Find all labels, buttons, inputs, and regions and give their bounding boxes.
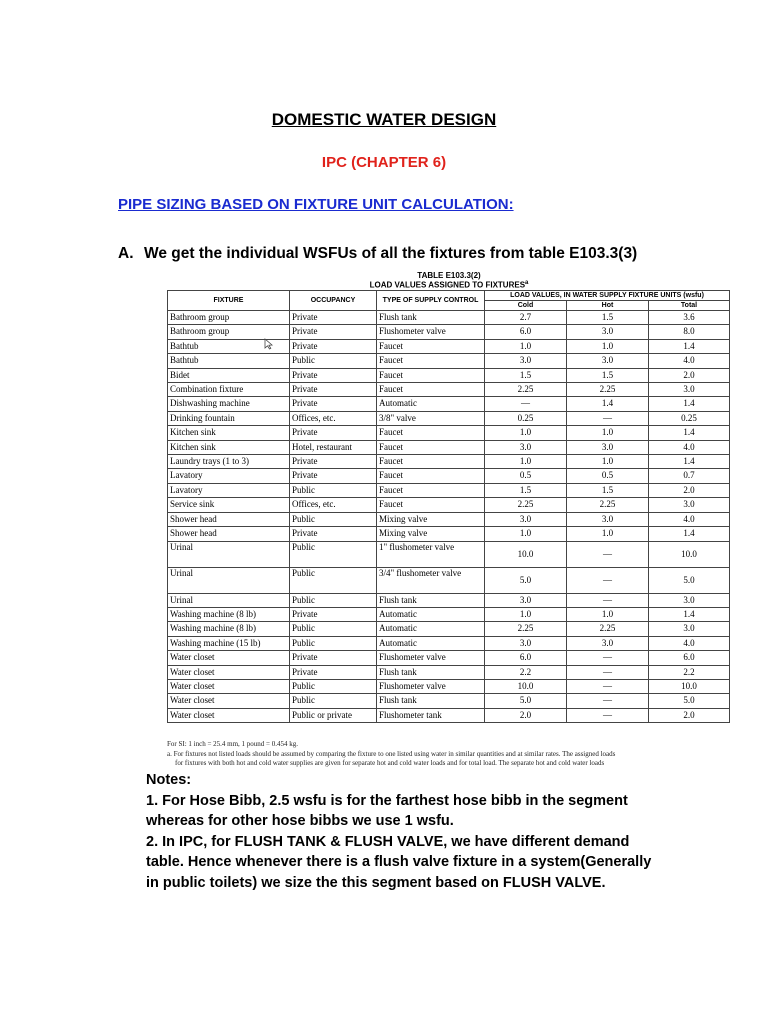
control-cell: Flush tank — [377, 694, 485, 708]
hot-wsfu-cell: 1.0 — [567, 607, 649, 621]
cold-wsfu-cell: 5.0 — [485, 694, 567, 708]
total-wsfu-cell: 0.7 — [649, 469, 730, 483]
occupancy-cell: Private — [290, 426, 377, 440]
chapter-subtitle: IPC (CHAPTER 6) — [321, 154, 447, 171]
occupancy-cell: Public — [290, 354, 377, 368]
table-row — [168, 397, 730, 411]
total-wsfu-cell: 3.0 — [649, 498, 730, 512]
hot-wsfu-cell: 1.4 — [567, 397, 649, 411]
occupancy-cell: Private — [290, 527, 377, 541]
total-wsfu-cell: 3.0 — [649, 593, 730, 607]
occupancy-cell: Public — [290, 512, 377, 526]
control-cell: Flushometer valve — [377, 679, 485, 693]
step-text: We get the individual WSFUs of all the fixtures from table E103.3(3) — [144, 245, 638, 262]
cold-wsfu-cell: 1.0 — [485, 426, 567, 440]
control-cell: Faucet — [377, 498, 485, 512]
total-wsfu-cell: 1.4 — [649, 527, 730, 541]
total-wsfu-cell: 6.0 — [649, 651, 730, 665]
total-wsfu-cell: 1.4 — [649, 455, 730, 469]
table-row — [168, 567, 730, 593]
occupancy-cell: Public — [290, 694, 377, 708]
fixture-cell: Urinal — [168, 593, 290, 607]
control-cell: Automatic — [377, 607, 485, 621]
control-cell: Faucet — [377, 483, 485, 497]
control-cell: Automatic — [377, 636, 485, 650]
table-row — [168, 483, 730, 497]
cold-wsfu-cell: 2.25 — [485, 622, 567, 636]
fixture-cell: Washing machine (15 lb) — [168, 636, 290, 650]
table-row — [168, 440, 730, 454]
total-wsfu-cell: 5.0 — [649, 694, 730, 708]
page-title: DOMESTIC WATER DESIGN — [271, 110, 497, 129]
total-wsfu-cell: 1.4 — [649, 339, 730, 353]
hot-wsfu-cell: 3.0 — [567, 325, 649, 339]
control-cell: Mixing valve — [377, 527, 485, 541]
table-caption-title — [168, 280, 730, 290]
cold-wsfu-cell: — — [485, 397, 567, 411]
total-wsfu-cell: 4.0 — [649, 440, 730, 454]
control-cell: Automatic — [377, 622, 485, 636]
cold-wsfu-cell: 3.0 — [485, 440, 567, 454]
cold-wsfu-cell: 0.5 — [485, 469, 567, 483]
occupancy-cell: Private — [290, 383, 377, 397]
total-wsfu-cell: 10.0 — [649, 541, 730, 567]
total-wsfu-cell: 2.0 — [649, 483, 730, 497]
cold-wsfu-cell: 10.0 — [485, 541, 567, 567]
table-row — [168, 622, 730, 636]
control-cell: 1" flushometer valve — [377, 541, 485, 567]
control-cell: Faucet — [377, 354, 485, 368]
header-fixture: FIXTURE — [168, 291, 290, 311]
table-row — [168, 651, 730, 665]
cold-wsfu-cell: 2.7 — [485, 311, 567, 325]
cold-wsfu-cell: 2.25 — [485, 498, 567, 512]
fixture-cell: Water closet — [168, 694, 290, 708]
cold-wsfu-cell: 1.0 — [485, 607, 567, 621]
fixture-cell: Bidet — [168, 368, 290, 382]
cold-wsfu-cell: 2.0 — [485, 708, 567, 722]
header-load-values: LOAD VALUES, IN WATER SUPPLY FIXTURE UNITS (wsfu) — [485, 291, 730, 301]
occupancy-cell: Private — [290, 368, 377, 382]
fixture-cell: Water closet — [168, 679, 290, 693]
table-row — [168, 708, 730, 722]
cold-wsfu-cell: 3.0 — [485, 354, 567, 368]
cold-wsfu-cell: 5.0 — [485, 567, 567, 593]
total-wsfu-cell: 0.25 — [649, 411, 730, 425]
occupancy-cell: Private — [290, 455, 377, 469]
occupancy-cell: Offices, etc. — [290, 411, 377, 425]
cold-wsfu-cell: 1.0 — [485, 455, 567, 469]
table-footnote-si: For SI: 1 inch = 25.4 mm, 1 pound = 0.454 kg. — [167, 740, 298, 748]
hot-wsfu-cell: — — [567, 694, 649, 708]
cold-wsfu-cell: 10.0 — [485, 679, 567, 693]
cold-wsfu-cell: 1.0 — [485, 339, 567, 353]
table-row — [168, 607, 730, 621]
fixture-cell: Lavatory — [168, 483, 290, 497]
table-row — [168, 411, 730, 425]
wsfu-load-table — [167, 290, 730, 723]
table-caption-footnote-mark: a — [525, 280, 529, 286]
table-row — [168, 383, 730, 397]
table-row — [168, 636, 730, 650]
table-row — [168, 311, 730, 325]
step-a — [118, 245, 637, 263]
table-footnote-a-cont: for fixtures with both hot and cold water supplies are given for separate hot and cold water loads and for total load. The separate hot and cold water loads — [175, 759, 605, 767]
fixture-cell: Urinal — [168, 541, 290, 567]
fixture-cell: Urinal — [168, 567, 290, 593]
fixture-cell: Bathroom group — [168, 311, 290, 325]
table-row — [168, 512, 730, 526]
total-wsfu-cell: 1.4 — [649, 397, 730, 411]
control-cell: Flushometer valve — [377, 325, 485, 339]
table-row — [168, 325, 730, 339]
occupancy-cell: Hotel, restaurant — [290, 440, 377, 454]
hot-wsfu-cell: — — [567, 541, 649, 567]
table-row — [168, 679, 730, 693]
hot-wsfu-cell: — — [567, 593, 649, 607]
cold-wsfu-cell: 2.2 — [485, 665, 567, 679]
total-wsfu-cell: 5.0 — [649, 567, 730, 593]
control-cell: Faucet — [377, 469, 485, 483]
fixture-cell: Lavatory — [168, 469, 290, 483]
table-row — [168, 339, 730, 353]
occupancy-cell: Public — [290, 483, 377, 497]
occupancy-cell: Public — [290, 636, 377, 650]
hot-wsfu-cell: 3.0 — [567, 440, 649, 454]
occupancy-cell: Private — [290, 607, 377, 621]
control-cell: Automatic — [377, 397, 485, 411]
table-caption-text: LOAD VALUES ASSIGNED TO FIXTURES — [369, 280, 526, 290]
table-row — [168, 469, 730, 483]
cold-wsfu-cell: 1.5 — [485, 368, 567, 382]
table-row — [168, 426, 730, 440]
cold-wsfu-cell: 1.5 — [485, 483, 567, 497]
mouse-pointer-icon — [264, 338, 274, 350]
fixture-cell: Dishwashing machine — [168, 397, 290, 411]
fixture-cell: Laundry trays (1 to 3) — [168, 455, 290, 469]
occupancy-cell: Private — [290, 325, 377, 339]
control-cell: Flushometer valve — [377, 651, 485, 665]
total-wsfu-cell: 3.0 — [649, 622, 730, 636]
header-cold: Cold — [485, 301, 567, 311]
notes-heading: Notes: — [146, 772, 192, 788]
fixture-cell: Shower head — [168, 512, 290, 526]
table-row — [168, 527, 730, 541]
total-wsfu-cell: 3.0 — [649, 383, 730, 397]
fixture-cell: Bathroom group — [168, 325, 290, 339]
fixture-cell: Service sink — [168, 498, 290, 512]
header-supply-control: TYPE OF SUPPLY CONTROL — [377, 291, 485, 311]
hot-wsfu-cell: 3.0 — [567, 512, 649, 526]
occupancy-cell: Private — [290, 469, 377, 483]
control-cell: Mixing valve — [377, 512, 485, 526]
total-wsfu-cell: 3.6 — [649, 311, 730, 325]
fixture-cell: Drinking fountain — [168, 411, 290, 425]
occupancy-cell: Private — [290, 397, 377, 411]
hot-wsfu-cell: 1.0 — [567, 339, 649, 353]
header-occupancy: OCCUPANCY — [290, 291, 377, 311]
occupancy-cell: Public — [290, 567, 377, 593]
hot-wsfu-cell: 1.5 — [567, 483, 649, 497]
section-heading: PIPE SIZING BASED ON FIXTURE UNIT CALCULATION: — [118, 196, 514, 213]
occupancy-cell: Private — [290, 311, 377, 325]
cold-wsfu-cell: 6.0 — [485, 325, 567, 339]
note-item: 1. For Hose Bibb, 2.5 wsfu is for the farthest hose bibb in the segment whereas for other hose bibbs we use 1 wsfu. — [146, 792, 628, 829]
table-row — [168, 354, 730, 368]
hot-wsfu-cell: 1.5 — [567, 368, 649, 382]
occupancy-cell: Private — [290, 651, 377, 665]
occupancy-cell: Public or private — [290, 708, 377, 722]
control-cell: Faucet — [377, 440, 485, 454]
table-row — [168, 593, 730, 607]
table-body — [168, 311, 730, 723]
note-item: 2. In IPC, for FLUSH TANK & FLUSH VALVE, we have different demand table. Hence whenever there is a flush valve fixture in a system(Generally in public toilets) we size the this segment based on FLUSH VALVE. — [146, 833, 652, 891]
control-cell: 3/8" valve — [377, 411, 485, 425]
total-wsfu-cell: 2.0 — [649, 368, 730, 382]
table-row — [168, 368, 730, 382]
control-cell: Faucet — [377, 455, 485, 469]
control-cell: Flushometer tank — [377, 708, 485, 722]
hot-wsfu-cell: — — [567, 708, 649, 722]
cold-wsfu-cell: 3.0 — [485, 636, 567, 650]
hot-wsfu-cell: 1.5 — [567, 311, 649, 325]
fixture-cell: Water closet — [168, 708, 290, 722]
occupancy-cell: Public — [290, 593, 377, 607]
table-footnote-a: a. For fixtures not listed loads should be assumed by comparing the fixture to one listed using water in similar quantities and at similar rates. The assigned loads — [167, 750, 616, 758]
fixture-cell: Kitchen sink — [168, 426, 290, 440]
occupancy-cell: Public — [290, 679, 377, 693]
control-cell: 3/4" flushometer valve — [377, 567, 485, 593]
occupancy-cell: Public — [290, 622, 377, 636]
table-row — [168, 541, 730, 567]
fixture-cell: Bathtub — [168, 354, 290, 368]
occupancy-cell: Private — [290, 339, 377, 353]
control-cell: Faucet — [377, 383, 485, 397]
total-wsfu-cell: 4.0 — [649, 636, 730, 650]
fixture-cell: Kitchen sink — [168, 440, 290, 454]
total-wsfu-cell: 1.4 — [649, 426, 730, 440]
fixture-cell: Water closet — [168, 651, 290, 665]
hot-wsfu-cell: 3.0 — [567, 354, 649, 368]
hot-wsfu-cell: 2.25 — [567, 383, 649, 397]
fixture-cell: Washing machine (8 lb) — [168, 622, 290, 636]
cold-wsfu-cell: 2.25 — [485, 383, 567, 397]
table-row — [168, 455, 730, 469]
fixture-cell: Bathtub — [168, 339, 290, 353]
notes-block — [146, 770, 666, 893]
hot-wsfu-cell: 1.0 — [567, 527, 649, 541]
hot-wsfu-cell: — — [567, 651, 649, 665]
occupancy-cell: Private — [290, 665, 377, 679]
total-wsfu-cell: 4.0 — [649, 354, 730, 368]
occupancy-cell: Offices, etc. — [290, 498, 377, 512]
hot-wsfu-cell: — — [567, 411, 649, 425]
table-row — [168, 694, 730, 708]
fixture-cell: Combination fixture — [168, 383, 290, 397]
control-cell: Flush tank — [377, 311, 485, 325]
table-caption-number: TABLE E103.3(2) — [417, 271, 481, 280]
hot-wsfu-cell: 2.25 — [567, 498, 649, 512]
cold-wsfu-cell: 3.0 — [485, 512, 567, 526]
header-total: Total — [649, 301, 730, 311]
hot-wsfu-cell: 1.0 — [567, 426, 649, 440]
control-cell: Faucet — [377, 426, 485, 440]
control-cell: Faucet — [377, 368, 485, 382]
hot-wsfu-cell: 2.25 — [567, 622, 649, 636]
table-row — [168, 665, 730, 679]
table-row — [168, 498, 730, 512]
hot-wsfu-cell: 0.5 — [567, 469, 649, 483]
cold-wsfu-cell: 0.25 — [485, 411, 567, 425]
fixture-cell: Water closet — [168, 665, 290, 679]
control-cell: Flush tank — [377, 593, 485, 607]
cold-wsfu-cell: 3.0 — [485, 593, 567, 607]
cold-wsfu-cell: 1.0 — [485, 527, 567, 541]
control-cell: Flush tank — [377, 665, 485, 679]
hot-wsfu-cell: — — [567, 665, 649, 679]
header-hot: Hot — [567, 301, 649, 311]
control-cell: Faucet — [377, 339, 485, 353]
total-wsfu-cell: 4.0 — [649, 512, 730, 526]
total-wsfu-cell: 8.0 — [649, 325, 730, 339]
total-wsfu-cell: 2.0 — [649, 708, 730, 722]
fixture-cell: Washing machine (8 lb) — [168, 607, 290, 621]
hot-wsfu-cell: — — [567, 567, 649, 593]
step-letter: A. — [118, 245, 134, 262]
hot-wsfu-cell: — — [567, 679, 649, 693]
occupancy-cell: Public — [290, 541, 377, 567]
hot-wsfu-cell: 3.0 — [567, 636, 649, 650]
cold-wsfu-cell: 6.0 — [485, 651, 567, 665]
hot-wsfu-cell: 1.0 — [567, 455, 649, 469]
total-wsfu-cell: 1.4 — [649, 607, 730, 621]
total-wsfu-cell: 2.2 — [649, 665, 730, 679]
total-wsfu-cell: 10.0 — [649, 679, 730, 693]
fixture-cell: Shower head — [168, 527, 290, 541]
